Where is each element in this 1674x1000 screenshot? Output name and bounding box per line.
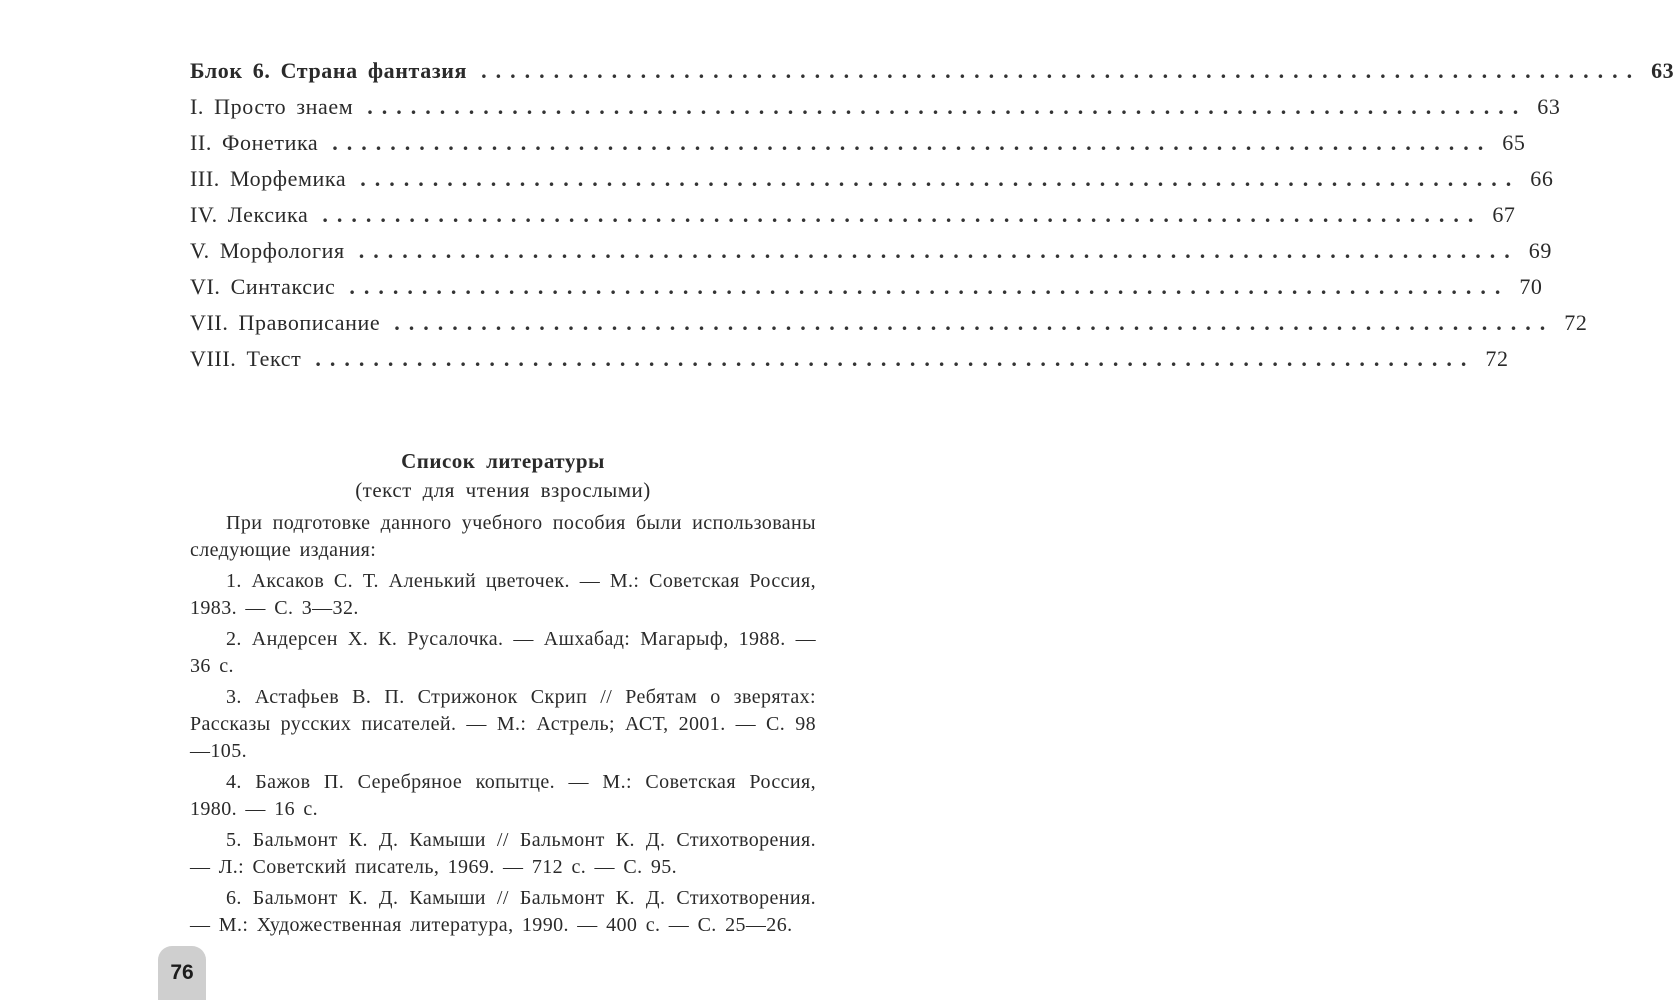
- toc-leader-dots: ................................................................................: [358, 238, 1519, 263]
- bibliography-entry: 2. Андерсен Х. К. Русалочка. — Ашхабад: Магарыф, 1988. — 36 с.: [190, 628, 816, 677]
- toc-entry-title: III. Морфемика: [190, 166, 347, 191]
- toc-entry-title: Блок 6. Страна фантазия: [190, 58, 468, 83]
- bibliography-entry: 5. Бальмонт К. Д. Камыши // Бальмонт К. Д. Стихотворения. — Л.: Советский писатель, 1969. — 712 с. — С. 95.: [190, 829, 816, 878]
- toc-leader-dots: ................................................................................: [367, 94, 1528, 119]
- toc-entry-page: 65: [1502, 130, 1526, 155]
- toc-entry-page: 72: [1564, 310, 1588, 335]
- toc-entry: [190, 130, 1526, 166]
- bibliography-entry: 4. Бажов П. Серебряное копытце. — М.: Советская Россия, 1980. — 16 с.: [190, 771, 816, 820]
- toc-leader-dots: ................................................................................: [332, 130, 1493, 155]
- bibliography-intro: При подготовке данного учебного пособия были использованы следующие издания:: [190, 512, 816, 561]
- toc-entry: [190, 346, 1509, 382]
- toc-leader-dots: ................................................................................: [315, 346, 1476, 371]
- toc-entry: [190, 58, 1674, 94]
- page-number: 76: [170, 961, 194, 984]
- toc-entry-title: II. Фонетика: [190, 130, 319, 155]
- toc-entry-page: 66: [1530, 166, 1554, 191]
- bibliography-heading: Список литературы: [401, 449, 605, 473]
- toc-entry: [190, 238, 1552, 274]
- bibliography-subheading: (текст для чтения взрослыми): [355, 478, 651, 502]
- bibliography-entry: 3. Астафьев В. П. Стрижонок Скрип // Ребятам о зверятах: Рассказы русских писателей. — М.: Астрель; АСТ, 2001. — С. 98—105.: [190, 686, 816, 762]
- toc-entry: [190, 166, 1554, 202]
- toc-entry-page: 72: [1485, 346, 1509, 371]
- toc-entry-page: 63: [1537, 94, 1561, 119]
- toc-entry-title: VI. Синтаксис: [190, 274, 336, 299]
- toc-entry-page: 63: [1651, 58, 1674, 83]
- bibliography-list: [190, 510, 816, 943]
- toc-entry-title: I. Просто знаем: [190, 94, 354, 119]
- toc-entry: [190, 202, 1516, 238]
- toc-leader-dots: ................................................................................: [349, 274, 1510, 299]
- toc-entry-title: VII. Правописание: [190, 310, 381, 335]
- bibliography-entry: 1. Аксаков С. Т. Аленький цветочек. — М.: Советская Россия, 1983. — С. 3—32.: [190, 570, 816, 619]
- toc-entry: [190, 274, 1543, 310]
- toc-entry-page: 70: [1519, 274, 1543, 299]
- toc-entry-page: 67: [1492, 202, 1516, 227]
- toc-entry-title: V. Морфология: [190, 238, 345, 263]
- toc-leader-dots: ................................................................................: [360, 166, 1521, 191]
- toc-entry: [190, 94, 1561, 130]
- toc-leader-dots: ................................................................................: [322, 202, 1483, 227]
- toc-entry-title: IV. Лексика: [190, 202, 309, 227]
- table-of-contents: [190, 58, 1674, 382]
- toc-entry-title: VIII. Текст: [190, 346, 302, 371]
- toc-leader-dots: ................................................................................: [394, 310, 1555, 335]
- bibliography-entry: 6. Бальмонт К. Д. Камыши // Бальмонт К. Д. Стихотворения. — М.: Художественная литература, 1990. — 400 с. — С. 25—26.: [190, 887, 816, 936]
- page-number-tab: [158, 946, 206, 1000]
- toc-entry: [190, 310, 1588, 346]
- toc-entry-page: 69: [1528, 238, 1552, 263]
- toc-leader-dots: ................................................................................: [481, 58, 1642, 83]
